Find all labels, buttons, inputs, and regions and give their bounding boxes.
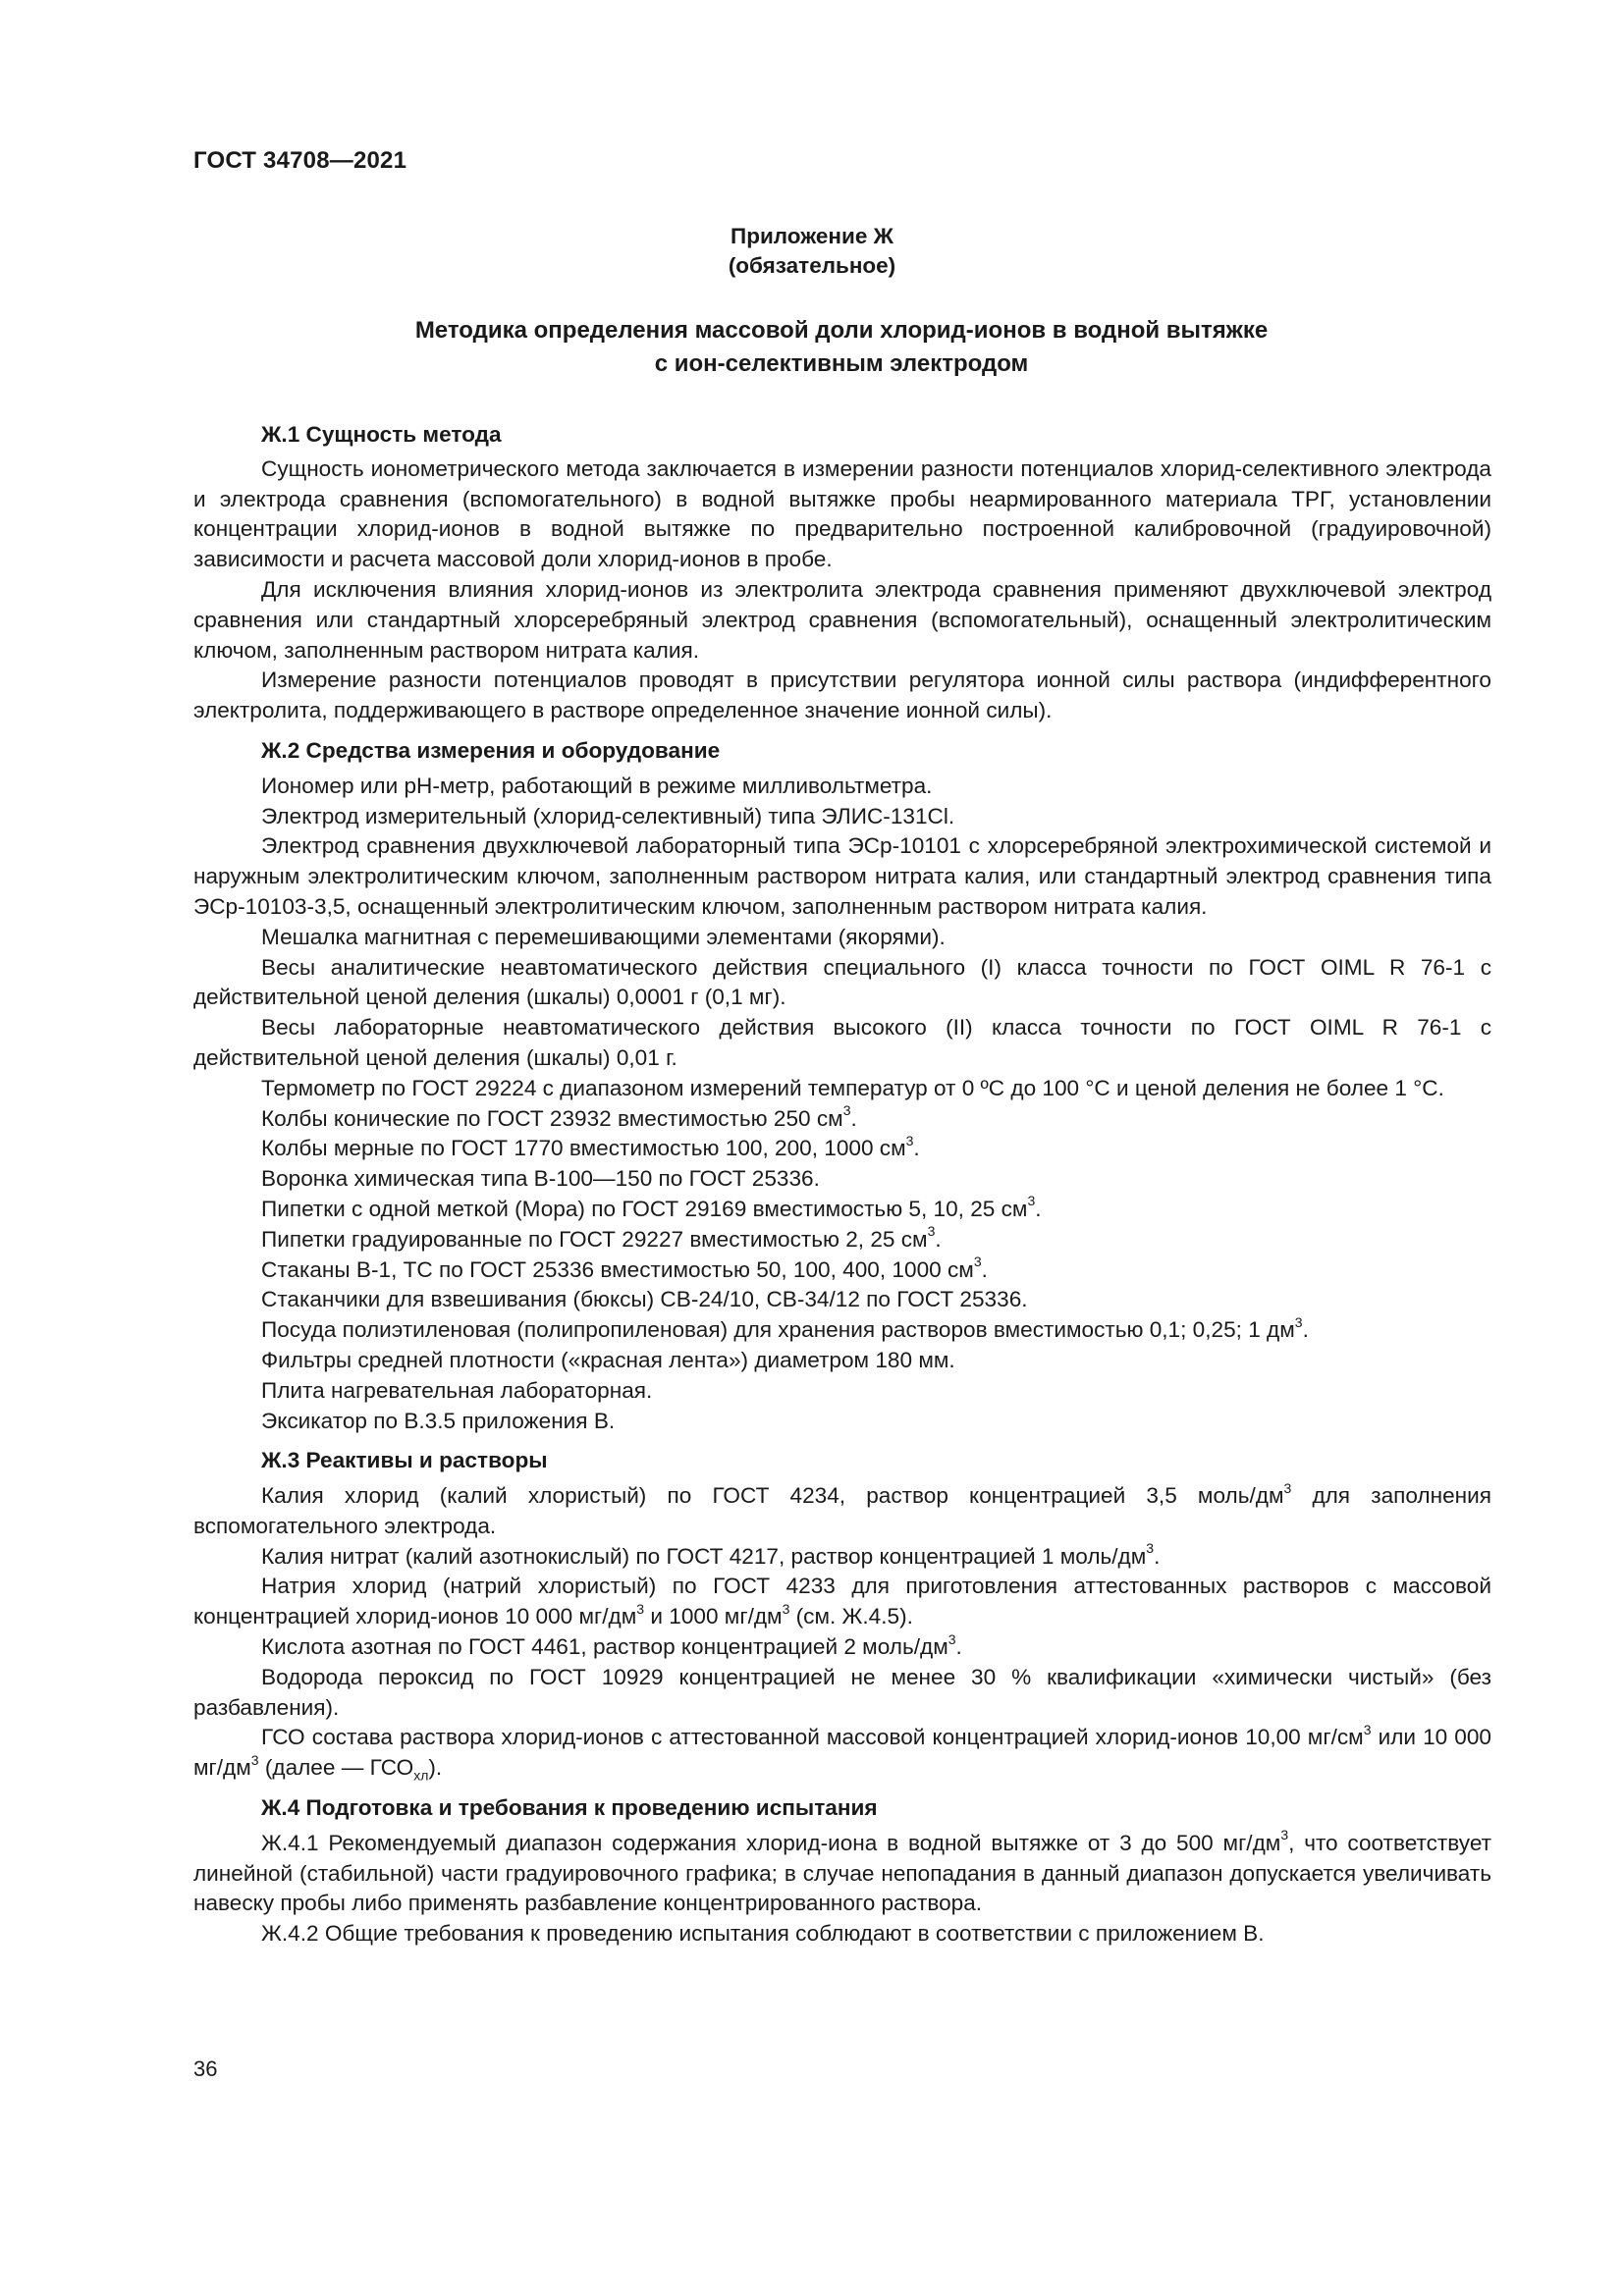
equipment-item: Иономер или рН-метр, работающий в режиме милливольтметра. bbox=[261, 773, 933, 798]
reagent-item: Калия хлорид (калий хлористый) по ГОСТ 4234, раствор концентрацией 3,5 моль/$дм^3$ для заполнения вспомогательного электрода. bbox=[193, 1479, 1491, 1538]
appendix-status: (обязательное) bbox=[728, 253, 896, 278]
equipment-item: Стаканчики для взвешивания (бюксы) СВ-24/10, СВ-34/12 по ГОСТ 25336. bbox=[261, 1287, 1028, 1312]
equipment-item: Электрод сравнения двухключевой лабораторный типа ЭСр-10101 с хлорсеребряной электрохимической системой и наружным электролитическим ключом, заполненным раствором нитрата калия, или стандартный электрод сравнения типа ЭСр-10103-3,5, оснащенный электролитическим ключом, заполненным раствором нитрата калия. bbox=[193, 833, 1491, 919]
equipment-item: Воронка химическая типа В-100—150 по ГОСТ 25336. bbox=[261, 1166, 820, 1192]
equipment-item: Пипетки с одной меткой (Мора) по ГОСТ 29169 вместимостью 5, 10, 25 $см^3$. bbox=[261, 1193, 1042, 1221]
title-line-1: Методика определения массовой доли хлорид-ионов в водной вытяжке bbox=[414, 317, 1269, 344]
reagent-item: Кислота азотная по ГОСТ 4461, раствор концентрацией 2 моль/$дм^3$. bbox=[261, 1630, 962, 1660]
equipment-item: Посуда полиэтиленовая (полипропиленовая) для хранения растворов вместимостью 0,1; 0,25; 1 $дм^3$. bbox=[261, 1313, 1309, 1343]
paragraph: Ж.4.1 Рекомендуемый диапазон содержания хлорид-иона в водной вытяжке от 3 до 500 $мг/дм^3$, что соответствует линейной (стабильной) части градуировочного графика; в случае непопадания в данный диапазон допускается увеличивать навеску пробы либо применять разбавление концентрированного раствора. bbox=[193, 1827, 1491, 1916]
title-line-2: с ион-селективным электродом bbox=[654, 350, 1029, 377]
document-body bbox=[193, 420, 1491, 1949]
page-number: 36 bbox=[193, 2056, 218, 2081]
equipment-item: Электрод измерительный (хлорид-селективный) типа ЭЛИС-131Cl. bbox=[261, 803, 955, 828]
section-heading-3: Ж.3 Реактивы и растворы bbox=[261, 1448, 548, 1473]
reagent-item: Натрия хлорид (натрий хлористый) по ГОСТ 4233 для приготовления аттестованных растворов с массовой концентрацией хлорид-ионов 10 000 $мг/дм^3$ и 1000 $мг/дм^3$ (см. Ж.4.5). bbox=[193, 1574, 1491, 1629]
paragraph: Сущность ионометрического метода заключается в измерении разности потенциалов хлорид-селективного электрода и электрода сравнения (вспомогательного) в водной вытяжке пробы неармированного материала ТРГ, установлении концентрации хлорид-ионов в водной вытяжке по предварительно построенной калибровочной (градуировочной) зависимости и расчета массовой доли хлорид-ионов в пробе. bbox=[193, 455, 1491, 572]
reagent-item: Водорода пероксид по ГОСТ 10929 концентрацией не менее 30 % квалификации «химически чистый» (без разбавления). bbox=[193, 1664, 1491, 1720]
equipment-item: Весы аналитические неавтоматического действия специального (I) класса точности по ГОСТ OIML R 76-1 с действительной ценой деления (шкалы) 0,0001 г (0,1 мг). bbox=[193, 954, 1491, 1010]
paragraph: Измерение разности потенциалов проводят в присутствии регулятора ионной силы раствора (индифферентного электролита, поддерживающего в растворе определенное значение ионной силы). bbox=[193, 667, 1491, 723]
appendix-header bbox=[0, 222, 1624, 281]
equipment-item: Стаканы В-1, ТС по ГОСТ 25336 вместимостью 50, 100, 400, 1000 $см^3$. bbox=[261, 1253, 988, 1282]
section-heading-4: Ж.4 Подготовка и требования к проведению испытания bbox=[261, 1795, 878, 1821]
equipment-item: Эксикатор по В.3.5 приложения В. bbox=[261, 1408, 616, 1433]
equipment-item: Термометр по ГОСТ 29224 с диапазоном измерений температур от 0 ºС до 100 °С и ценой деления не более 1 °С. bbox=[261, 1075, 1444, 1100]
equipment-item: Колбы конические по ГОСТ 23932 вместимостью 250 $см^3$. bbox=[261, 1102, 857, 1131]
paragraph: Для исключения влияния хлорид-ионов из электролита электрода сравнения применяют двухключевой электрод сравнения или стандартный хлорсеребряный электрод сравнения (вспомогательный), оснащенный электролитическим ключом, заполненным раствором нитрата калия. bbox=[193, 576, 1491, 663]
section-heading-1: Ж.1 Сущность метода bbox=[261, 422, 502, 447]
equipment-item: Фильтры средней плотности («красная лента») диаметром 180 мм. bbox=[261, 1347, 955, 1372]
reagent-item: Калия нитрат (калий азотнокислый) по ГОСТ 4217, раствор концентрацией 1 моль/$дм^3$. bbox=[261, 1540, 1161, 1569]
appendix-title bbox=[193, 314, 1489, 381]
equipment-item: Плита нагревательная лабораторная. bbox=[261, 1377, 653, 1403]
document-code: ГОСТ 34708—2021 bbox=[193, 147, 407, 174]
section-heading-2: Ж.2 Средства измерения и оборудование bbox=[261, 737, 721, 763]
equipment-item: Пипетки градуированные по ГОСТ 29227 вместимостью 2, 25 $см^3$. bbox=[261, 1223, 942, 1252]
reagent-item: ГСО состава раствора хлорид-ионов с аттестованной массовой концентрацией хлорид-ионов 10,00 $мг/см^3$ или 10 000 $мг/дм^3$ (далее — $ГСО_{хл}$). bbox=[193, 1721, 1492, 1784]
equipment-item: Колбы мерные по ГОСТ 1770 вместимостью 100, 200, 1000 $см^3$. bbox=[261, 1132, 920, 1161]
appendix-label: Приложение Ж bbox=[731, 224, 893, 248]
equipment-item: Мешалка магнитная с перемешивающими элементами (якорями). bbox=[261, 924, 946, 949]
equipment-item: Весы лабораторные неавтоматического действия высокого (II) класса точности по ГОСТ OIML R 76-1 с действительной ценой деления (шкалы) 0,01 г. bbox=[193, 1015, 1491, 1070]
paragraph: Ж.4.2 Общие требования к проведению испытания соблюдают в соответствии с приложением В. bbox=[261, 1921, 1265, 1947]
